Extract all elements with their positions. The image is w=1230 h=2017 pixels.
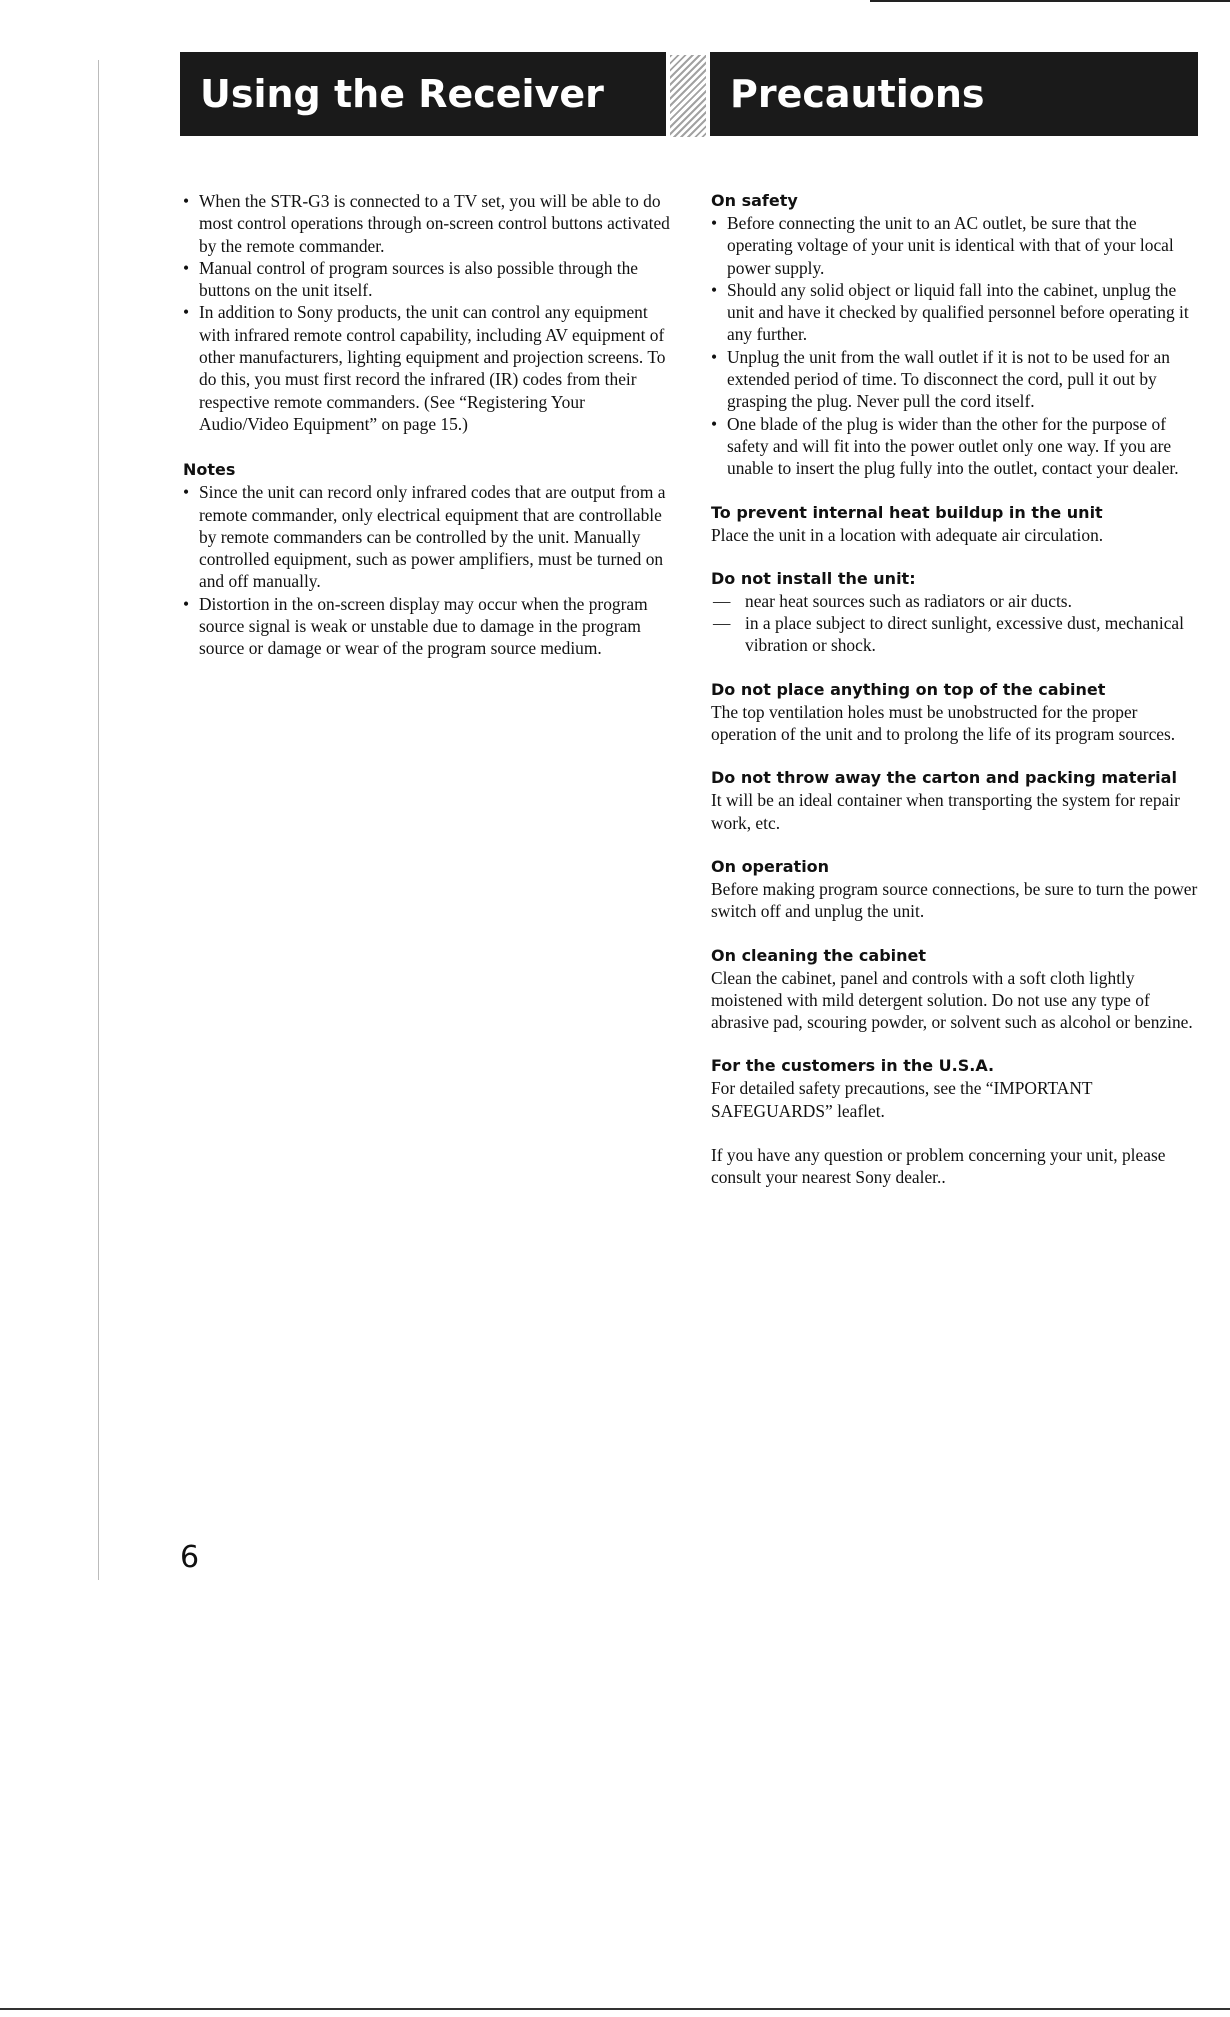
install-dash-item: — near heat sources such as radiators or air ducts. [711, 590, 1201, 612]
section-text: Before making program source connections, be sure to turn the power switch off and unplug the unit. [711, 878, 1198, 922]
feature-bullet: • In addition to Sony products, the unit can control any equipment with infrared remote control capability, including AV equipment of other manufacturers, lighting equipment and projection screens. To do this, you must first record the infrared (IR) codes from their respective remote commanders. (See “Registering Your Audio/Video Equipment” on page 15.) [183, 301, 673, 435]
header-separator [670, 55, 706, 137]
feature-bullet: • When the STR-G3 is connected to a TV set, you will be able to do most control operations through on-screen control buttons activated by the remote commander. [183, 190, 673, 257]
closing-paragraph: If you have any question or problem concerning your unit, please consult your nearest Sony dealer.. [711, 1145, 1166, 1188]
note-item: • Since the unit can record only infrared codes that are output from a remote commander, only electrical equipment that are controllable by remote commanders can be controlled by the unit. Manually controlled equipment, such as power amplifiers, must be turned on and off manually. [183, 481, 673, 592]
section-text: Clean the cabinet, panel and controls with a soft cloth lightly moistened with mild detergent solution. Do not use any type of abrasive pad, scouring powder, or solvent such as alcohol or benzine. [711, 967, 1193, 1033]
section-cleaning [711, 945, 1201, 1034]
section-heading: On operation [711, 856, 830, 876]
safety-bullet: • Should any solid object or liquid fall into the cabinet, unplug the unit and have it checked by qualified personnel before operating it any further. [711, 279, 1201, 346]
note-item: • Distortion in the on-screen display may occur when the program source signal is weak or unstable due to damage in the program source or damage or wear of the program source medium. [183, 593, 673, 660]
section-carton [711, 767, 1201, 834]
section-usa-customers [711, 1055, 1201, 1122]
right-column [711, 190, 1201, 1189]
left-column [183, 190, 673, 660]
section-do-not-install [711, 568, 1201, 657]
section-on-safety [711, 190, 1201, 480]
notes-list [183, 481, 673, 659]
top-rule [870, 0, 1230, 2]
feature-bullet-list [183, 190, 673, 435]
section-text: The top ventilation holes must be unobstructed for the proper operation of the unit and to prolong the life of its program sources. [711, 701, 1176, 745]
section-heading: For the customers in the U.S.A. [711, 1056, 995, 1076]
section-heading: On safety [711, 191, 798, 210]
section-text: For detailed safety precautions, see the “IMPORTANT SAFEGUARDS” leaflet. [711, 1078, 1093, 1121]
safety-bullet: • Unplug the unit from the wall outlet if it is not to be used for an extended period of time. To disconnect the cord, pull it out by grasping the plug. Never pull the cord itself. [711, 346, 1201, 413]
margin-line [98, 60, 99, 1580]
section-heading: Do not throw away the carton and packing material [711, 768, 1177, 788]
section-heading: Do not install the unit: [711, 568, 916, 588]
section-text: It will be an ideal container when transporting the system for repair work, etc. [711, 790, 1180, 833]
install-dash-list [711, 590, 1201, 657]
section-header-precautions [710, 52, 1198, 136]
notes-heading: Notes [183, 460, 236, 480]
section-heat-buildup [711, 502, 1201, 546]
section-heading: Do not place anything on top of the cabinet [711, 679, 1106, 699]
feature-bullet: • Manual control of program sources is also possible through the buttons on the unit itself. [183, 257, 673, 302]
bottom-rule [0, 2008, 1230, 2010]
install-dash-item: — in a place subject to direct sunlight, excessive dust, mechanical vibration or shock. [711, 612, 1201, 657]
section-on-operation [711, 856, 1201, 923]
section-top-of-cabinet [711, 679, 1201, 746]
safety-bullet: • One blade of the plug is wider than the other for the purpose of safety and will fit into the power outlet only one way. If you are unable to insert the plug fully into the outlet, contact your dealer. [711, 413, 1201, 480]
page-number: 6 [180, 1540, 200, 1575]
section-text: Place the unit in a location with adequate air circulation. [711, 524, 1104, 545]
section-header-using-the-receiver [180, 52, 666, 136]
safety-bullet: • Before connecting the unit to an AC outlet, be sure that the operating voltage of your unit is identical with that of your local power supply. [711, 212, 1201, 279]
section-heading: To prevent internal heat buildup in the unit [711, 502, 1103, 522]
header-title-left: Using the Receiver [200, 72, 604, 116]
safety-bullet-list [711, 212, 1201, 480]
section-heading: On cleaning the cabinet [711, 945, 927, 965]
header-title-right: Precautions [730, 72, 985, 116]
